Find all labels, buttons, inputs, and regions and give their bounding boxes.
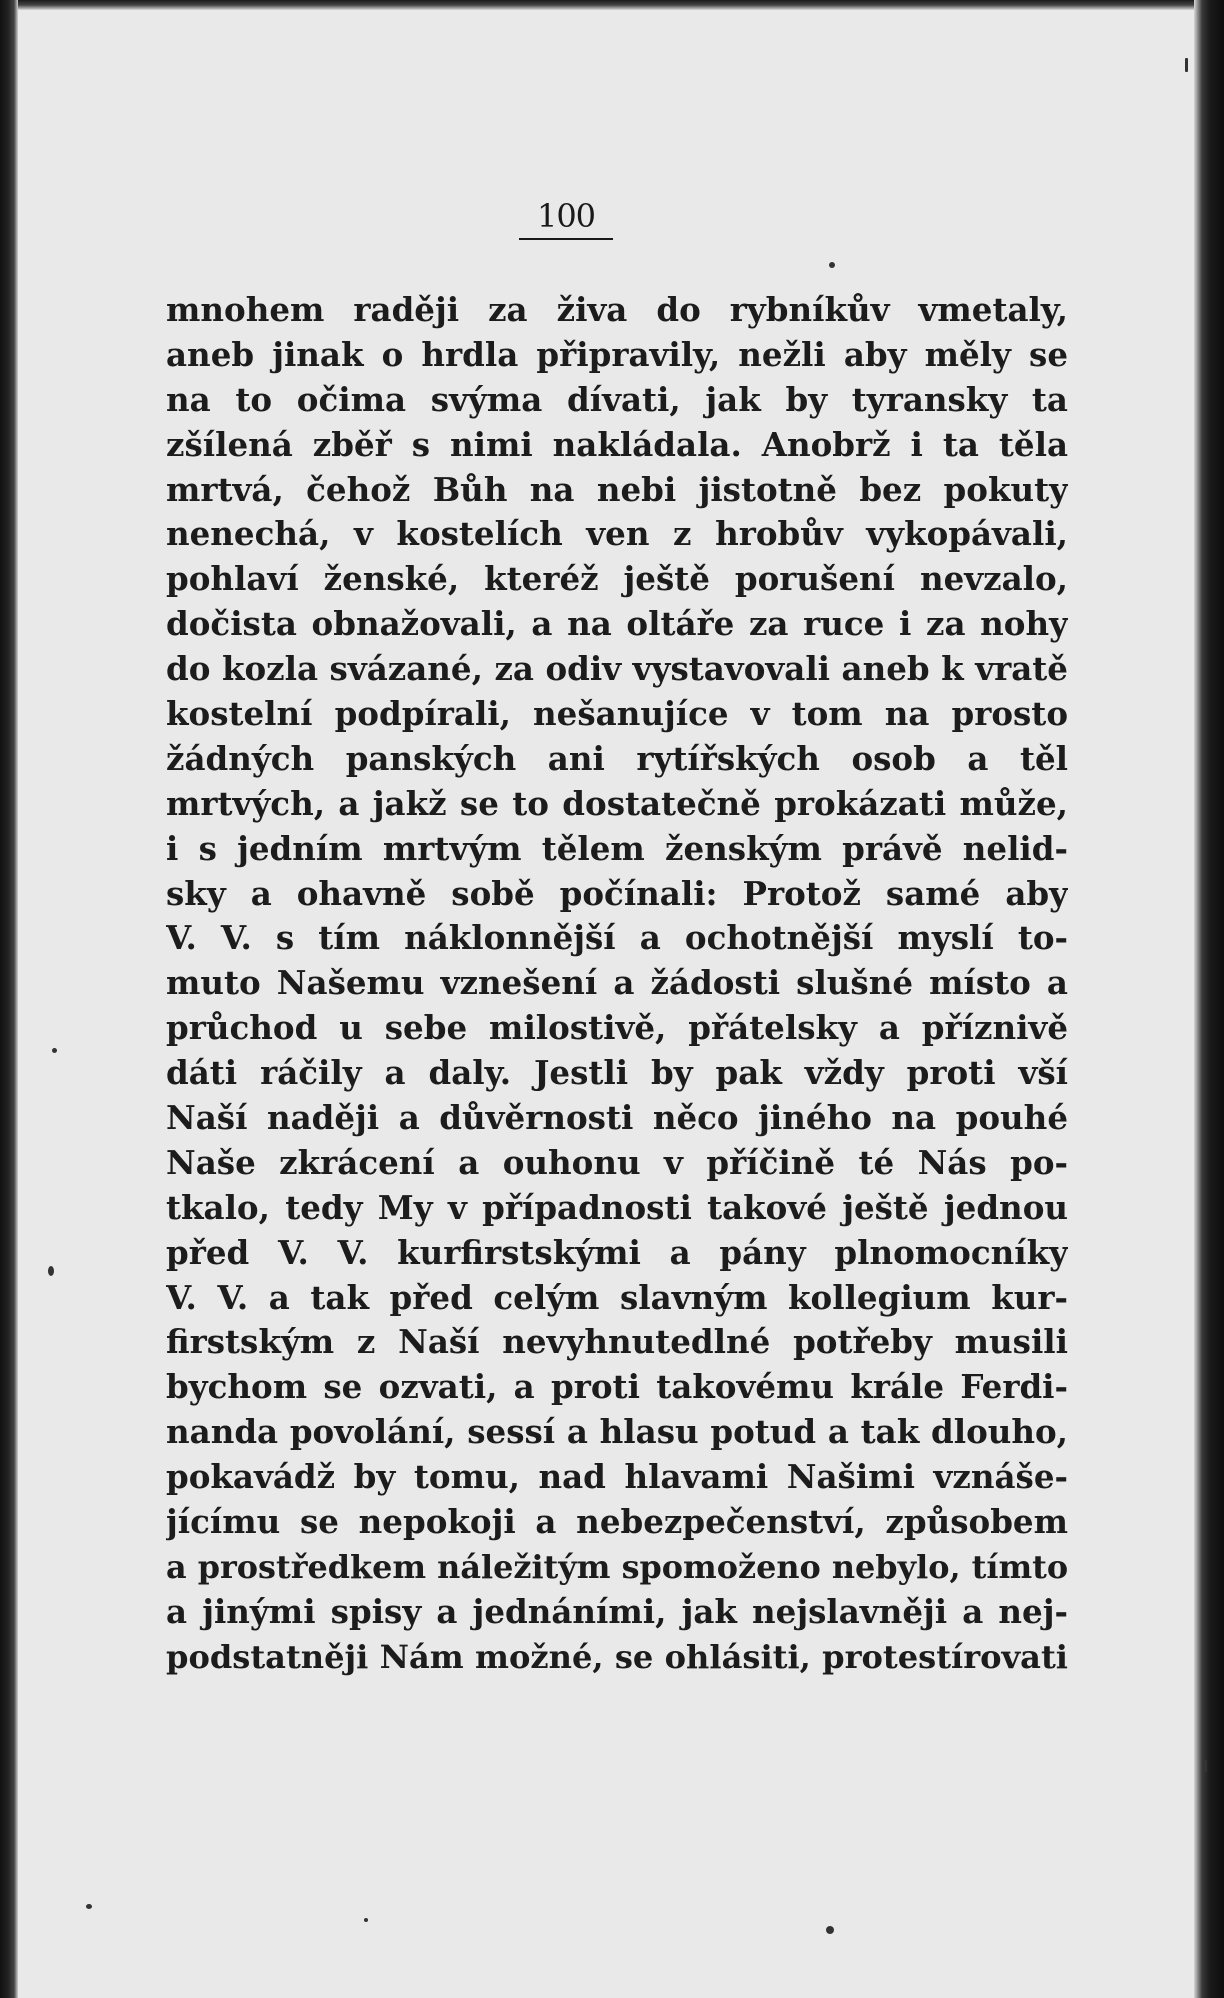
page-number: 100	[519, 196, 613, 240]
dust-speck	[52, 1048, 57, 1053]
dust-speck	[48, 1266, 54, 1276]
text-line: bychom se ozvati, a proti takovému krále Ferdi-	[166, 1367, 1068, 1407]
text-line: sky a ohavně sobě počínali: Protož samé aby	[166, 873, 1068, 913]
text-line: do kozla svázané, za odiv vystavovali aneb k vratě	[166, 649, 1068, 689]
text-line: aneb jinak o hrdla připravily, nežli aby měly se	[166, 334, 1068, 374]
text-line: průchod u sebe milostivě, přátelsky a příznivě	[166, 1008, 1068, 1048]
text-line: dočista obnažovali, a na oltáře za ruce i za nohy	[166, 604, 1068, 644]
text-line: zšílená zběř s nimi nakládala. Anobrž i ta těla	[166, 424, 1068, 464]
text-line: před V. V. kurfirstskými a pány plnomocníky	[166, 1232, 1068, 1272]
text-line: Naší naději a důvěrnosti něco jiného na pouhé	[166, 1098, 1068, 1138]
scan-border-left	[0, 0, 18, 1998]
text-line: pokavádž by tomu, nad hlavami Našimi vznáše-	[166, 1457, 1068, 1497]
page-content	[166, 196, 1068, 1680]
dust-speck	[826, 1926, 834, 1934]
text-line: nenechá, v kostelích ven z hrobův vykopávali,	[166, 514, 1068, 554]
text-line: V. V. a tak před celým slavným kollegium kur-	[166, 1277, 1068, 1317]
text-line: žádných panských ani rytířských osob a těl	[166, 738, 1068, 778]
text-line: mrtvá, čehož Bůh na nebi jistotně bez pokuty	[166, 469, 1068, 509]
text-line: jícímu se nepokoji a nebezpečenství, způsobem	[166, 1502, 1068, 1542]
dust-speck	[1185, 58, 1188, 72]
text-line: V. V. s tím náklonnější a ochotnější myslí to-	[166, 918, 1068, 958]
dust-speck	[1203, 1760, 1207, 1772]
text-line: mnohem raději za živa do rybníkův vmetaly,	[166, 290, 1068, 329]
dust-speck	[86, 1904, 92, 1909]
text-line: tkalo, tedy My v případnosti takové ještě jednou	[166, 1187, 1068, 1227]
text-line: dáti ráčily a daly. Jestli by pak vždy proti vší	[166, 1053, 1068, 1093]
text-line: a jinými spisy a jednáními, jak nejslavněji a nej-	[166, 1591, 1068, 1631]
text-line: na to očima svýma dívati, jak by tyransky ta	[166, 379, 1068, 419]
body-text	[166, 288, 1068, 1680]
text-line: pohlaví ženské, kteréž ještě porušení nevzalo,	[166, 559, 1068, 599]
text-line: firstským z Naší nevyhnutedlné potřeby musili	[166, 1322, 1068, 1362]
scan-border-top	[0, 0, 1224, 10]
text-line: mrtvých, a jakž se to dostatečně prokázati může,	[166, 783, 1068, 823]
text-line: muto Našemu vznešení a žádosti slušné místo a	[166, 963, 1068, 1003]
text-line: kostelní podpírali, nešanujíce v tom na prosto	[166, 694, 1068, 734]
text-line: i s jedním mrtvým tělem ženským právě nelid-	[166, 828, 1068, 868]
dust-speck	[364, 1918, 368, 1922]
text-line: a prostředkem náležitým spomoženo nebylo, tímto	[166, 1547, 1068, 1586]
text-line: podstatněji Nám možné, se ohlásiti, protestírovati	[166, 1637, 1068, 1676]
scan-border-right	[1194, 0, 1224, 1998]
text-line: nanda povolání, sessí a hlasu potud a tak dlouho,	[166, 1412, 1068, 1452]
text-line: Naše zkrácení a ouhonu v příčině té Nás po-	[166, 1142, 1068, 1182]
page-header	[316, 196, 816, 240]
